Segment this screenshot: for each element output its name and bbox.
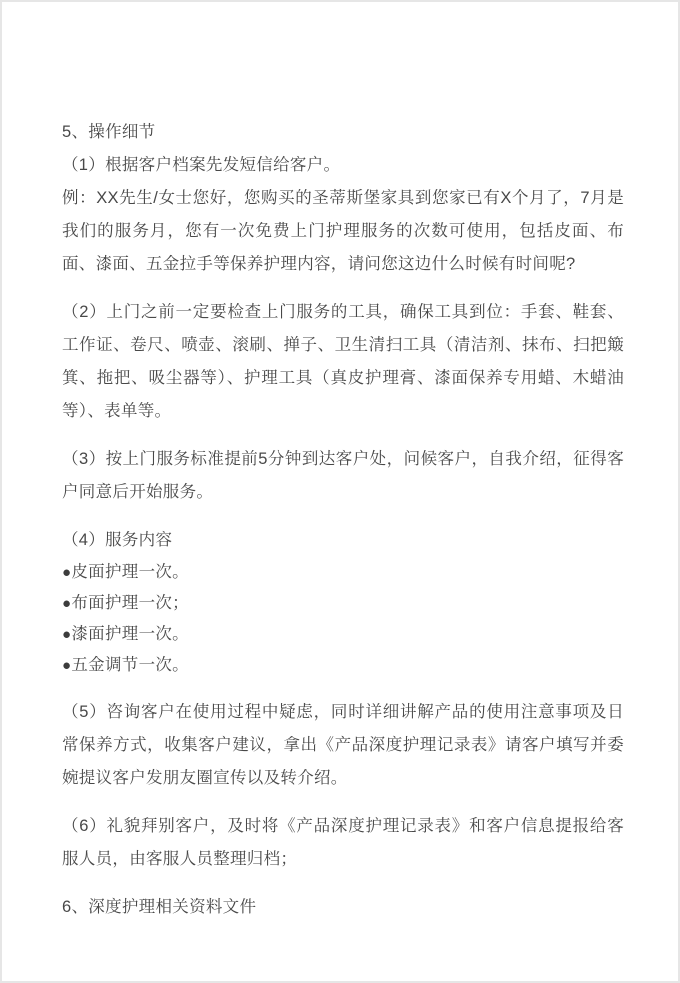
step-6-paragraph: （6）礼貌拜别客户，及时将《产品深度护理记录表》和客户信息提报给客服人员，由客服人员整理归档； xyxy=(62,817,624,868)
bullet-icon: ● xyxy=(62,657,72,674)
service-bullet-label: 布面护理一次； xyxy=(71,594,189,612)
document-body xyxy=(62,116,624,924)
step-4-heading: （4）服务内容 xyxy=(62,531,173,549)
sms-example-paragraph: 例：XX先生/女士您好，您购买的圣蒂斯堡家具到您家已有X个月了，7月是我们的服务月，您有一次免费上门护理服务的次数可使用，包括皮面、布面、漆面、五金拉手等保养护理内容，请问您这边什么时候有时间呢? xyxy=(62,189,624,273)
service-bullet-item xyxy=(62,588,624,619)
bullet-icon: ● xyxy=(62,564,72,581)
service-bullet-label: 漆面护理一次。 xyxy=(71,625,189,643)
section-5-heading: 5、操作细节 xyxy=(62,123,156,141)
step-3-paragraph: （3）按上门服务标准提前5分钟到达客户处，问候客户，自我介绍，征得客户同意后开始服务。 xyxy=(62,450,624,501)
section-6-heading: 6、深度护理相关资料文件 xyxy=(62,898,257,916)
bullet-icon: ● xyxy=(62,626,72,643)
service-bullet-item xyxy=(62,650,624,681)
service-bullet-item xyxy=(62,619,624,650)
bullet-icon: ● xyxy=(62,595,72,612)
service-bullet-label: 皮面护理一次。 xyxy=(71,563,189,581)
step-1-paragraph: （1）根据客户档案先发短信给客户。 xyxy=(62,156,341,174)
step-5-paragraph: （5）咨询客户在使用过程中疑虑，同时详细讲解产品的使用注意事项及日常保养方式，收集客户建议，拿出《产品深度护理记录表》请客户填写并委婉提议客户发朋友圈宣传以及转介绍。 xyxy=(62,703,624,787)
step-2-paragraph: （2）上门之前一定要检查上门服务的工具，确保工具到位：手套、鞋套、工作证、卷尺、喷壶、滚刷、掸子、卫生清扫工具（清洁剂、抹布、扫把簸箕、拖把、吸尘器等）、护理工具（真皮护理膏、漆面保养专用蜡、木蜡油等）、表单等。 xyxy=(62,303,624,420)
service-bullet-item xyxy=(62,557,624,588)
service-bullet-label: 五金调节一次。 xyxy=(71,656,189,674)
